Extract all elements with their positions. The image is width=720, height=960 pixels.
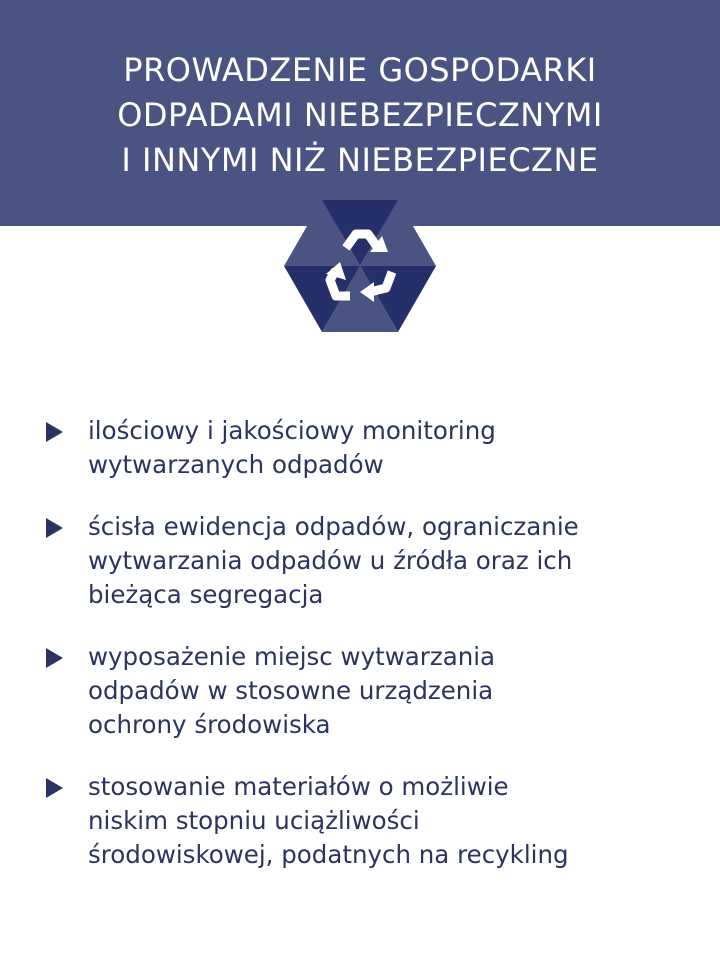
list-item-line: wyposażenie miejsc wytwarzania [88, 642, 496, 671]
list-item-line: wytwarzania odpadów u źródła oraz ich [88, 546, 573, 575]
list-item-line: stosowanie materiałów o możliwie [88, 772, 509, 801]
list-item [44, 640, 684, 742]
title-line: PROWADZENIE GOSPODARKI [123, 51, 597, 89]
recycle-badge [284, 200, 436, 332]
list-item-line: niskim stopniu uciążliwości [88, 806, 420, 835]
triangle-bullet-icon [46, 778, 63, 798]
list-item-line: środowiskowej, podatnych na recykling [88, 840, 569, 869]
list-item-line: bieżąca segregacja [88, 580, 324, 609]
list-item-line: ochrony środowiska [88, 710, 331, 739]
hexagon-icon [284, 200, 436, 332]
list-item [44, 414, 684, 482]
list-item-line: odpadów w stosowne urządzenia [88, 676, 494, 705]
triangle-bullet-icon [46, 518, 63, 538]
requirements-list [44, 414, 684, 900]
header-banner [0, 0, 720, 226]
list-item-line: ścisła ewidencja odpadów, ograniczanie [88, 512, 579, 541]
triangle-bullet-icon [46, 648, 63, 668]
list-item-line: ilościowy i jakościowy monitoring [88, 416, 496, 445]
list-item-line: wytwarzanych odpadów [88, 450, 384, 479]
page-title [0, 48, 720, 183]
list-item [44, 510, 684, 612]
title-line: ODPADAMI NIEBEZPIECZNYMI [117, 96, 603, 134]
list-item [44, 770, 684, 872]
title-line: I INNYMI NIŻ NIEBEZPIECZNE [121, 141, 599, 179]
triangle-bullet-icon [46, 422, 63, 442]
